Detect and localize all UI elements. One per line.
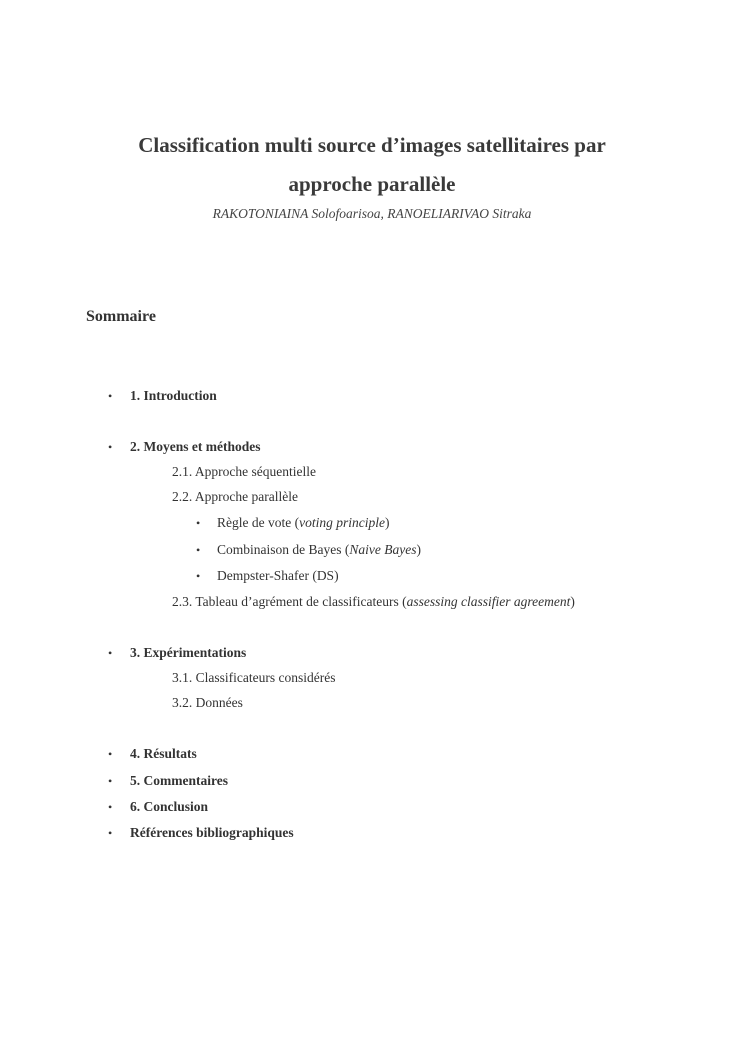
toc-item-references: Références bibliographiques (130, 825, 294, 840)
toc-subsubitem-bayes: Combinaison de Bayes (Naive Bayes) (217, 542, 421, 557)
toc-subitem-tableau-agrement: 2.3. Tableau d’agrément de classificateurs (assessing classifier agreement) (172, 594, 575, 609)
toc-item-experimentations: 3. Expérimentations (130, 645, 247, 660)
toc-item-commentaires: 5. Commentaires (130, 773, 228, 788)
document-title-line-2: approche parallèle (288, 172, 456, 196)
toc-item-moyens-methodes: 2. Moyens et méthodes (130, 439, 261, 454)
bullet-icon: • (196, 543, 201, 557)
bullet-icon: • (108, 389, 113, 403)
toc-subitem-donnees: 3.2. Données (172, 695, 243, 710)
toc-item-resultats: 4. Résultats (130, 746, 197, 761)
toc-subsubitem-dempster-shafer: Dempster-Shafer (DS) (217, 568, 339, 583)
document-authors: RAKOTONIAINA Solofoarisoa, RANOELIARIVAO Sitraka (212, 206, 532, 221)
bullet-icon: • (108, 440, 113, 454)
bullet-icon: • (108, 800, 113, 814)
bullet-icon: • (196, 569, 201, 583)
toc-subsubitem-regle-de-vote: Règle de vote (voting principle) (217, 515, 390, 530)
bullet-icon: • (108, 747, 113, 761)
document-title-line-1: Classification multi source d’images satellitaires par (138, 133, 606, 157)
toc-subitem-approche-sequentielle: 2.1. Approche séquentielle (172, 464, 316, 479)
toc-item-introduction: 1. Introduction (130, 388, 217, 403)
bullet-icon: • (108, 774, 113, 788)
toc-heading: Sommaire (86, 308, 156, 325)
bullet-icon: • (108, 646, 113, 660)
toc-item-conclusion: 6. Conclusion (130, 799, 209, 814)
toc-subitem-approche-parallele: 2.2. Approche parallèle (172, 489, 298, 504)
toc-subitem-classificateurs: 3.1. Classificateurs considérés (172, 670, 336, 685)
bullet-icon: • (108, 826, 113, 840)
bullet-icon: • (196, 516, 201, 530)
